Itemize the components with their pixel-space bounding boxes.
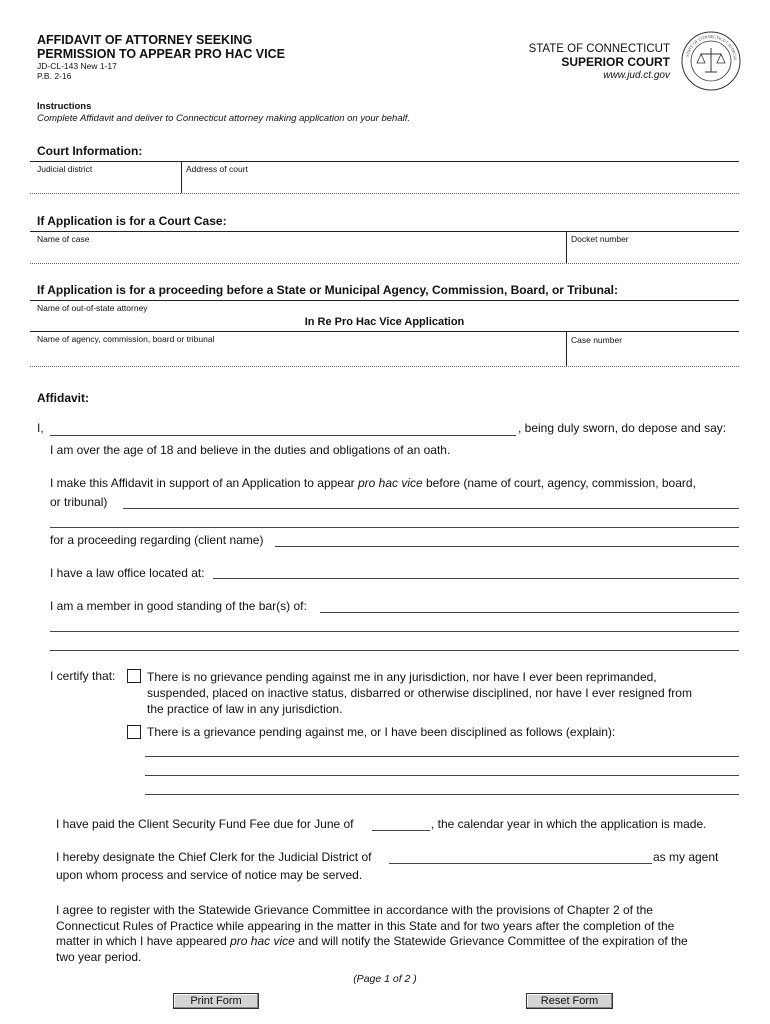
court-seal-icon <box>680 30 742 92</box>
divider <box>30 231 739 232</box>
office-address-field[interactable] <box>213 578 739 579</box>
divider <box>30 300 739 301</box>
bar-field[interactable] <box>320 612 739 613</box>
bar-field-2[interactable] <box>50 631 739 632</box>
court-header <box>529 43 670 82</box>
explain-field-3[interactable] <box>145 794 739 795</box>
state-name: STATE OF CONNECTICUT <box>528 43 670 55</box>
judicial-district-label: Judicial district <box>37 164 93 174</box>
grievance-pending-checkbox[interactable] <box>127 725 141 739</box>
court-agency-field[interactable] <box>123 508 739 509</box>
divider <box>566 331 567 366</box>
affiant-prefix: I, <box>37 421 44 435</box>
support-statement: I make this Affidavit in support of an Application to appear pro hac vice before (name of court, agency, commission, board, <box>50 476 696 490</box>
explain-field-2[interactable] <box>145 775 739 776</box>
svg-text:STATE OF CONNECTICUT JUDICIAL: STATE OF CONNECTICUT JUDICIA <box>684 33 739 61</box>
instructions-text: Complete Affidavit and deliver to Connecticut attorney making application on your behalf. <box>37 113 411 124</box>
court-address-field[interactable] <box>184 176 736 192</box>
docket-number-label: Docket number <box>571 234 629 244</box>
sworn-text: , being duly sworn, do depose and say: <box>518 421 727 435</box>
no-grievance-text: There is no grievance pending against me in any jurisdiction, nor have I ever been reprimanded, suspended, placed on inactive status, disbarred or otherwise disciplined, nor have I ever resigned from the practice of law in any jurisdiction. <box>147 670 692 716</box>
certify-label: I certify that: <box>50 669 116 683</box>
case-number-field[interactable] <box>570 347 736 363</box>
grievance-pending-text: There is a grievance pending against me, or I have been disciplined as follows (explain): <box>147 725 616 739</box>
judicial-district-field[interactable] <box>34 176 178 192</box>
divider <box>566 231 567 263</box>
divider <box>30 263 739 264</box>
age-statement: I am over the age of 18 and believe in the duties and obligations of an oath. <box>50 443 451 457</box>
agency-name-field[interactable] <box>34 347 562 363</box>
attorney-name-field[interactable]: In Re Pro Hac Vice Application <box>304 316 465 328</box>
fee-text: I have paid the Client Security Fund Fee due for June of <box>56 817 354 831</box>
designate-text: I hereby designate the Chief Clerk for the Judicial District of <box>56 850 372 864</box>
bar-field-3[interactable] <box>50 650 739 651</box>
bar-label: I am a member in good standing of the bar(s) of: <box>50 599 307 613</box>
affiant-name-field[interactable] <box>50 435 516 436</box>
agency-heading: If Application is for a proceeding before a State or Municipal Agency, Commission, Board, or Tribunal: <box>37 283 618 297</box>
or-tribunal-text: or tribunal) <box>50 495 108 509</box>
affidavit-heading: Affidavit: <box>37 391 89 405</box>
client-label: for a proceeding regarding (client name) <box>50 533 264 547</box>
court-agency-field-2[interactable] <box>50 527 739 528</box>
page-number: (Page 1 of 2 ) <box>353 973 417 985</box>
no-grievance-checkbox[interactable] <box>127 669 141 683</box>
court-address-label: Address of court <box>186 164 248 174</box>
reset-form-button[interactable]: Reset Form <box>526 993 613 1009</box>
judicial-district-agent-field[interactable] <box>389 863 652 864</box>
divider <box>30 366 739 367</box>
designate-line2: upon whom process and service of notice may be served. <box>56 868 363 882</box>
office-label: I have a law office located at: <box>50 566 205 580</box>
court-name: SUPERIOR COURT <box>561 55 670 69</box>
divider <box>30 193 739 194</box>
agency-name-label: Name of agency, commission, board or tribunal <box>37 334 215 344</box>
court-info-heading: Court Information: <box>37 144 143 158</box>
website: www.jud.ct.gov <box>603 70 670 81</box>
court-case-heading: If Application is for a Court Case: <box>37 214 227 228</box>
case-number-label: Case number <box>571 335 623 345</box>
form-number: JD-CL-143 New 1-17 P.B. 2-16 <box>37 61 117 81</box>
print-form-button[interactable]: Print Form <box>173 993 259 1009</box>
divider <box>30 161 739 162</box>
agree-statement: I agree to register with the Statewide Grievance Committee in accordance with the provisions of Chapter 2 of the Connecticut Rules of Practice while appearing in the matter in this State and for two years after the completion of the matter in which I have appeared pro hac vice and will notify the Statewide Grievance Committee of the expiration of the two year period. <box>56 903 688 964</box>
attorney-name-label: Name of out-of-state attorney <box>37 303 148 313</box>
form-title: AFFIDAVIT OF ATTORNEY SEEKING PERMISSION TO APPEAR PRO HAC VICE <box>37 33 285 61</box>
divider <box>30 331 739 332</box>
case-name-field[interactable] <box>34 246 562 262</box>
docket-number-field[interactable] <box>570 246 736 262</box>
explain-field-1[interactable] <box>145 756 739 757</box>
fee-text-suffix: , the calendar year in which the application is made. <box>431 817 707 831</box>
divider <box>181 161 182 193</box>
client-name-field[interactable] <box>275 546 739 547</box>
instructions-heading: Instructions <box>37 101 92 112</box>
designate-suffix: as my agent <box>653 850 719 864</box>
fee-year-field[interactable] <box>372 830 430 831</box>
case-name-label: Name of case <box>37 234 90 244</box>
